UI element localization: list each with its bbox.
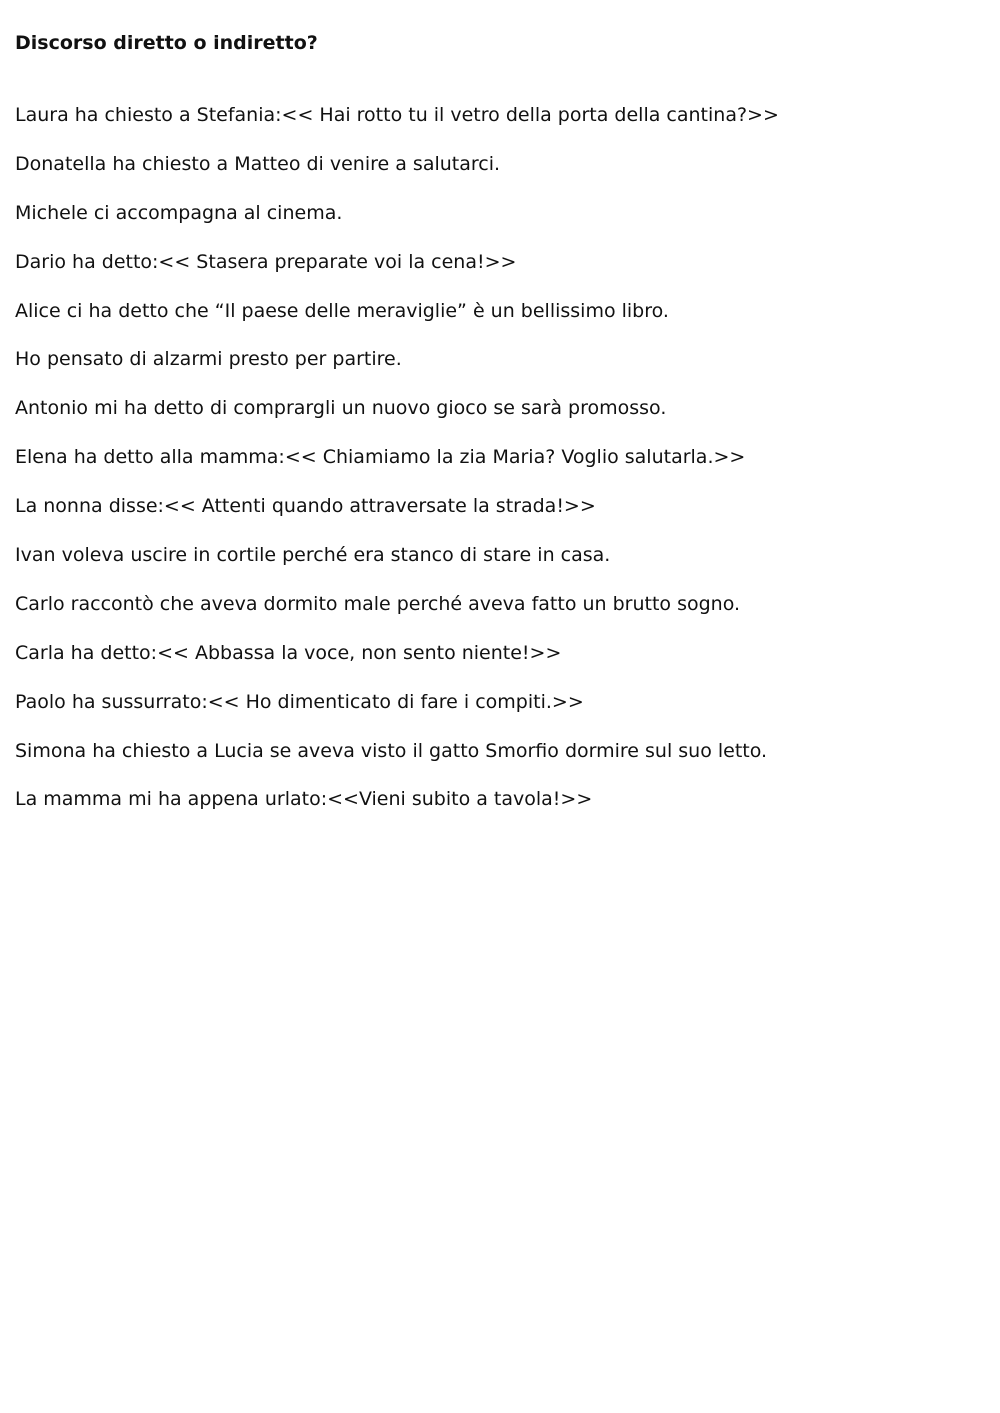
sentence-item: Carlo raccontò che aveva dormito male perché aveva fatto un brutto sogno. [15, 592, 741, 615]
sentence-item: Paolo ha sussurrato:<< Ho dimenticato di fare i compiti.>> [15, 690, 584, 713]
sentence-item: Carla ha detto:<< Abbassa la voce, non sento niente!>> [15, 641, 562, 664]
sentence-item: Antonio mi ha detto di comprargli un nuovo gioco se sarà promosso. [15, 397, 667, 420]
sentence-list [15, 103, 779, 836]
sentence-item: Ivan voleva uscire in cortile perché era stanco di stare in casa. [15, 544, 611, 567]
sentence-item: Alice ci ha detto che “Il paese delle meraviglie” è un bellissimo libro. [15, 299, 669, 322]
sentence-item: La mamma mi ha appena urlato:<<Vieni subito a tavola!>> [15, 788, 593, 811]
sentence-item: Dario ha detto:<< Stasera preparate voi la cena!>> [15, 250, 517, 273]
sentence-item: Simona ha chiesto a Lucia se aveva visto il gatto Smorfio dormire sul suo letto. [15, 739, 768, 762]
sentence-item: Laura ha chiesto a Stefania:<< Hai rotto tu il vetro della porta della cantina?>> [15, 104, 779, 126]
sentence-item: La nonna disse:<< Attenti quando attraversate la strada!>> [15, 495, 596, 518]
sentence-item: Elena ha detto alla mamma:<< Chiamiamo la zia Maria? Voglio salutarla.>> [15, 446, 746, 469]
sentence-item: Ho pensato di alzarmi presto per partire. [15, 348, 402, 371]
sentence-item: Michele ci accompagna al cinema. [15, 201, 343, 224]
page-title: Discorso diretto o indiretto? [15, 32, 318, 54]
sentence-item: Donatella ha chiesto a Matteo di venire a salutarci. [15, 152, 501, 175]
